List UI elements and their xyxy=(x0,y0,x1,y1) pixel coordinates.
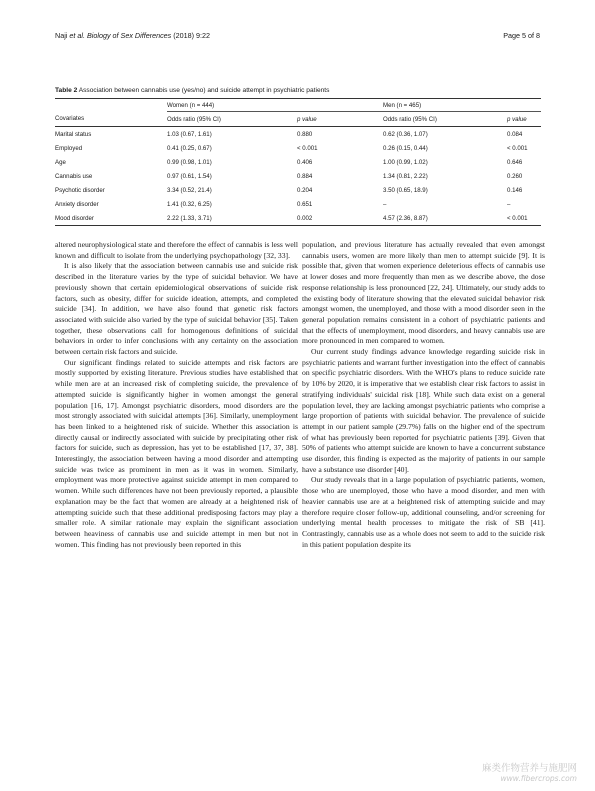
paragraph: Our current study findings advance knowledge regarding suicide risk in psychiatric patients and warrant further investigation into the effect of cannabis on specific psychiatric disorders. With the WHO's plans to reduce suicide rate by 10% by 2020, it is imperative that we establish clear risk factors to assist in stratifying individuals' suicidal risk [18]. While such data exist on a general population level, they are lacking amongst psychiatric patients who comprise a large proportion of patients with suicidal behavior. The prevalence of suicide attempt in our patient sample (29.7%) falls on the higher end of the spectrum of what has previously been reported for psychiatric patients [39]. Given that 50% of patients who attempt suicide are known to have a concurrent substance use disorder, this finding is expected as the majority of patients in our sample have a substance use disorder [40]. xyxy=(302,347,545,474)
column-header-women-or: Odds ratio (95% CI) xyxy=(167,112,297,127)
table-row: Anxiety disorder 1.41 (0.32, 6.25) 0.651 – – xyxy=(55,200,511,208)
left-text-column xyxy=(55,240,298,550)
paragraph: Our study reveals that in a large population of psychiatric patients, women, those who are unemployed, those who have a mood disorder, and men with heavier cannabis use are at a heightened risk of attempting suicide and may therefore require closer follow-up, additional counseling, and/or screening for underlying mental health processes to mitigate the risk of SB [41]. Contrastingly, cannabis use as a whole does not seem to add to the suicide risk in this patient population despite its xyxy=(302,475,545,549)
table-group-header-row xyxy=(55,99,541,112)
paragraph: population, and previous literature has actually revealed that even amongst cannabis users, women are more likely than men to attempt suicide [9]. It is possible that, given that women experience deleterious effects of cannabis use at lower doses and more frequently than men as we describe above, the dose response relationship is less pronounced [22, 24]. Ultimately, our study adds to the existing body of literature showing that the elevated suicidal behavior risk amongst women, the unemployed, and those with a mood disorder seen in the general population remains consistent in a cohort of psychiatric patients and that the effects of unemployment, mood disorders, and heavy cannabis use are more pronounced in men compared to women. xyxy=(302,240,545,346)
table-row: Cannabis use 0.97 (0.61, 1.54) 0.884 1.34 (0.81, 2.22) 0.260 xyxy=(55,172,523,180)
group-header-women: Women (n = 444) xyxy=(167,99,383,112)
table-caption-label: Table 2 xyxy=(55,87,78,94)
journal-citation: Naji et al. Biology of Sex Differences (2018) 9:22 xyxy=(55,31,211,40)
site-watermark xyxy=(482,760,577,783)
table-row: Age 0.99 (0.98, 1.01) 0.406 1.00 (0.99, 1.02) 0.646 xyxy=(55,158,523,166)
running-header xyxy=(55,31,540,43)
table-row: Psychotic disorder 3.34 (0.52, 21.4) 0.204 3.50 (0.65, 18.9) 0.146 xyxy=(55,186,523,194)
paragraph: altered neurophysiological state and therefore the effect of cannabis is less well known and difficult to isolate from the underlying psychopathology [32, 33]. xyxy=(55,240,298,260)
column-header-covariates: Covariates xyxy=(55,112,167,127)
column-header-women-p: p value xyxy=(297,112,383,127)
paragraph: It is also likely that the association between cannabis use and suicide risk described in the literature varies by the type of suicidal behavior. We have previously shown that certain epidemiological observations of suicide risk factors, such as obesity, differ for suicide ideation, attempts, and completed suicide [34]. In addition, we have also found that genetic risk factors associated with suicide also varied by the type of suicidal behavior [35]. Taken together, these observations call for homogenous definitions of suicidal behaviors in order to infer conclusions with any certainty on the association between certain risk factors and suicide. xyxy=(55,261,298,357)
watermark-title: 麻类作物营养与施肥网 xyxy=(481,763,577,774)
right-text-column xyxy=(302,240,545,550)
association-table xyxy=(55,98,541,226)
table-column-header-row xyxy=(55,112,541,127)
table-row: Employed 0.41 (0.25, 0.67) < 0.001 0.26 (0.15, 0.44) < 0.001 xyxy=(55,144,528,152)
table-row: Mood disorder 2.22 (1.33, 3.71) 0.002 4.57 (2.36, 8.87) < 0.001 xyxy=(55,211,541,226)
group-header-men: Men (n = 465) xyxy=(383,99,541,112)
column-header-men-or: Odds ratio (95% CI) xyxy=(383,112,507,127)
paragraph: Our significant findings related to suicide attempts and risk factors are mostly supported by existing literature. Previous studies have established that while men are at an increased risk of completing suicide, the prevalence of attempted suicide is significantly higher in women amongst the general population [16, 17]. Amongst psychiatric disorders, mood disorders are the most strongly associated with suicidal attempts [36]. Similarly, unemployment has been linked to a heightened risk of suicide. Whether this association is directly causal or indirectly associated with suicide by precipitating other risk factors for suicide, such as depression, has yet to be established [17, 37, 38]. Interestingly, the association between having a mood disorder and attempting suicide was twice as prominent in men as it was in women. Similarly, employment was more protective against suicide attempt in men compared to women. While such differences have not been previously reported, a plausible explanation may be the fact that women are already at a heightened risk of attempting suicide such that these additional predisposing factors may play a smaller role. A similar rationale may explain the significant association between heaviness of cannabis use and suicide attempt in men but not in women. This finding has not previously been reported in this xyxy=(55,357,298,549)
column-header-men-p: p value xyxy=(507,112,541,127)
page-number: Page 5 of 8 xyxy=(503,31,540,40)
watermark-url: www.fibercrops.com xyxy=(500,774,577,783)
table-caption-text: Association between cannabis use (yes/no) and suicide attempt in psychiatric patients xyxy=(77,87,330,94)
table-caption xyxy=(55,87,545,94)
table-row: Marital status 1.03 (0.67, 1.61) 0.880 0.62 (0.36, 1.07) 0.084 xyxy=(55,130,523,138)
